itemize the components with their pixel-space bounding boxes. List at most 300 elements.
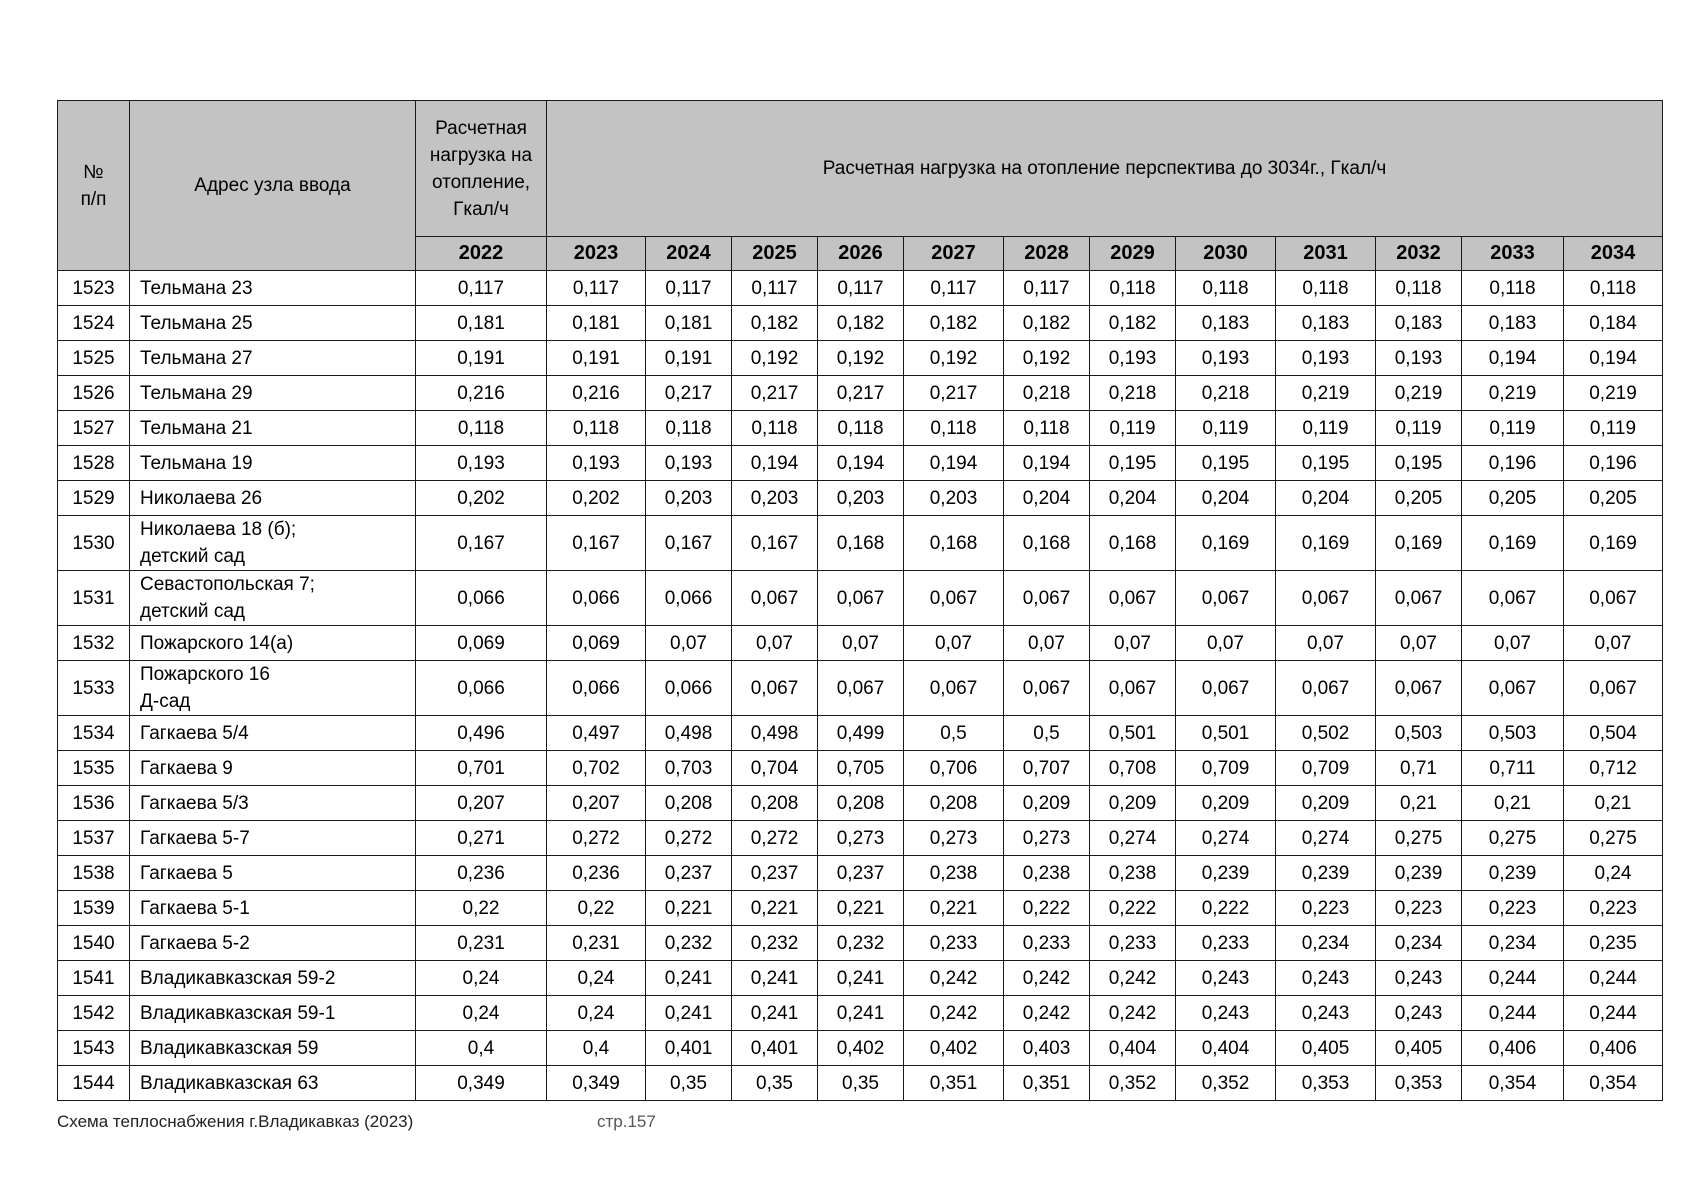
load-value: 0,169 xyxy=(1462,516,1564,571)
table-row xyxy=(58,751,1663,786)
load-value: 0,07 xyxy=(818,626,904,661)
load-value: 0,236 xyxy=(547,856,646,891)
load-value: 0,243 xyxy=(1376,961,1462,996)
load-value: 0,274 xyxy=(1090,821,1176,856)
load-value: 0,193 xyxy=(547,446,646,481)
load-value: 0,405 xyxy=(1276,1031,1376,1066)
load-value: 0,238 xyxy=(904,856,1004,891)
load-value: 0,237 xyxy=(732,856,818,891)
load-value: 0,193 xyxy=(1376,341,1462,376)
header-year: 2024 xyxy=(646,237,732,271)
load-value: 0,119 xyxy=(1090,411,1176,446)
load-value: 0,118 xyxy=(818,411,904,446)
load-value: 0,168 xyxy=(1004,516,1090,571)
table-row xyxy=(58,716,1663,751)
load-value: 0,234 xyxy=(1462,926,1564,961)
load-value: 0,183 xyxy=(1176,306,1276,341)
load-value: 0,195 xyxy=(1276,446,1376,481)
load-value: 0,067 xyxy=(1176,661,1276,716)
load-value: 0,353 xyxy=(1276,1066,1376,1101)
table-header xyxy=(58,101,1663,271)
load-value: 0,4 xyxy=(547,1031,646,1066)
load-value: 0,274 xyxy=(1176,821,1276,856)
load-value: 0,067 xyxy=(732,661,818,716)
table-row xyxy=(58,821,1663,856)
load-value: 0,066 xyxy=(547,571,646,626)
load-value: 0,501 xyxy=(1090,716,1176,751)
load-value: 0,118 xyxy=(1564,271,1663,306)
load-value: 0,193 xyxy=(1276,341,1376,376)
load-value: 0,194 xyxy=(904,446,1004,481)
load-value: 0,067 xyxy=(1176,571,1276,626)
load-value: 0,067 xyxy=(818,661,904,716)
load-value: 0,07 xyxy=(1276,626,1376,661)
load-value: 0,182 xyxy=(732,306,818,341)
load-value: 0,711 xyxy=(1462,751,1564,786)
load-value: 0,502 xyxy=(1276,716,1376,751)
load-value: 0,21 xyxy=(1462,786,1564,821)
load-value: 0,205 xyxy=(1564,481,1663,516)
row-address: Гагкаева 5/4 xyxy=(130,716,416,751)
load-value: 0,5 xyxy=(904,716,1004,751)
load-value: 0,221 xyxy=(646,891,732,926)
load-value: 0,117 xyxy=(1004,271,1090,306)
table-row xyxy=(58,856,1663,891)
load-value: 0,401 xyxy=(732,1031,818,1066)
row-address: Тельмана 21 xyxy=(130,411,416,446)
load-value: 0,22 xyxy=(547,891,646,926)
load-value: 0,219 xyxy=(1462,376,1564,411)
header-year: 2031 xyxy=(1276,237,1376,271)
load-value: 0,243 xyxy=(1376,996,1462,1031)
load-value: 0,701 xyxy=(416,751,547,786)
header-forecast: Расчетная нагрузка на отопление перспектива до 3034г., Гкал/ч xyxy=(547,101,1663,237)
row-number: 1538 xyxy=(58,856,130,891)
load-value: 0,22 xyxy=(416,891,547,926)
load-value: 0,192 xyxy=(732,341,818,376)
load-value: 0,118 xyxy=(547,411,646,446)
row-address: Тельмана 27 xyxy=(130,341,416,376)
load-value: 0,168 xyxy=(818,516,904,571)
load-value: 0,067 xyxy=(904,661,1004,716)
load-value: 0,709 xyxy=(1176,751,1276,786)
load-value: 0,706 xyxy=(904,751,1004,786)
load-value: 0,707 xyxy=(1004,751,1090,786)
load-value: 0,209 xyxy=(1176,786,1276,821)
row-address: Николаева 26 xyxy=(130,481,416,516)
load-value: 0,24 xyxy=(547,996,646,1031)
row-address: Николаева 18 (б); детский сад xyxy=(130,516,416,571)
load-value: 0,712 xyxy=(1564,751,1663,786)
load-value: 0,169 xyxy=(1376,516,1462,571)
load-value: 0,207 xyxy=(416,786,547,821)
load-value: 0,497 xyxy=(547,716,646,751)
load-value: 0,231 xyxy=(547,926,646,961)
load-value: 0,208 xyxy=(732,786,818,821)
load-value: 0,352 xyxy=(1090,1066,1176,1101)
load-value: 0,117 xyxy=(547,271,646,306)
row-number: 1529 xyxy=(58,481,130,516)
load-value: 0,202 xyxy=(416,481,547,516)
load-value: 0,181 xyxy=(416,306,547,341)
load-value: 0,499 xyxy=(818,716,904,751)
load-value: 0,169 xyxy=(1276,516,1376,571)
load-value: 0,118 xyxy=(1176,271,1276,306)
load-value: 0,21 xyxy=(1564,786,1663,821)
load-value: 0,203 xyxy=(904,481,1004,516)
load-value: 0,404 xyxy=(1176,1031,1276,1066)
row-address: Гагкаева 5-2 xyxy=(130,926,416,961)
load-value: 0,275 xyxy=(1376,821,1462,856)
load-value: 0,504 xyxy=(1564,716,1663,751)
load-value: 0,406 xyxy=(1462,1031,1564,1066)
load-value: 0,192 xyxy=(904,341,1004,376)
load-value: 0,069 xyxy=(547,626,646,661)
row-address: Владикавказская 59-1 xyxy=(130,996,416,1031)
load-value: 0,067 xyxy=(1564,661,1663,716)
load-value: 0,703 xyxy=(646,751,732,786)
load-value: 0,07 xyxy=(1462,626,1564,661)
load-value: 0,203 xyxy=(732,481,818,516)
table-row xyxy=(58,1066,1663,1101)
load-value: 0,167 xyxy=(416,516,547,571)
load-value: 0,118 xyxy=(1004,411,1090,446)
load-value: 0,203 xyxy=(646,481,732,516)
load-value: 0,231 xyxy=(416,926,547,961)
header-year: 2028 xyxy=(1004,237,1090,271)
load-value: 0,234 xyxy=(1276,926,1376,961)
load-value: 0,194 xyxy=(818,446,904,481)
header-base-load: Расчетная нагрузка на отопление, Гкал/ч xyxy=(416,101,547,237)
row-number: 1523 xyxy=(58,271,130,306)
load-value: 0,183 xyxy=(1376,306,1462,341)
load-value: 0,118 xyxy=(904,411,1004,446)
load-value: 0,204 xyxy=(1004,481,1090,516)
load-value: 0,242 xyxy=(1090,961,1176,996)
load-value: 0,498 xyxy=(646,716,732,751)
load-value: 0,181 xyxy=(646,306,732,341)
load-value: 0,067 xyxy=(1004,661,1090,716)
load-value: 0,218 xyxy=(1090,376,1176,411)
load-value: 0,066 xyxy=(547,661,646,716)
load-value: 0,232 xyxy=(818,926,904,961)
table-row xyxy=(58,626,1663,661)
load-value: 0,274 xyxy=(1276,821,1376,856)
load-value: 0,067 xyxy=(1090,571,1176,626)
load-value: 0,194 xyxy=(732,446,818,481)
load-value: 0,222 xyxy=(1004,891,1090,926)
header-year: 2032 xyxy=(1376,237,1462,271)
load-value: 0,194 xyxy=(1564,341,1663,376)
row-address: Тельмана 19 xyxy=(130,446,416,481)
load-value: 0,354 xyxy=(1462,1066,1564,1101)
load-value: 0,169 xyxy=(1176,516,1276,571)
load-value: 0,219 xyxy=(1564,376,1663,411)
load-value: 0,216 xyxy=(416,376,547,411)
header-year: 2026 xyxy=(818,237,904,271)
header-num: № п/п xyxy=(58,101,130,271)
load-value: 0,181 xyxy=(547,306,646,341)
load-value: 0,218 xyxy=(1004,376,1090,411)
table-row xyxy=(58,1031,1663,1066)
load-value: 0,118 xyxy=(646,411,732,446)
load-value: 0,242 xyxy=(1004,996,1090,1031)
table-row xyxy=(58,446,1663,481)
load-value: 0,217 xyxy=(732,376,818,411)
load-value: 0,07 xyxy=(1376,626,1462,661)
table-row xyxy=(58,996,1663,1031)
load-value: 0,496 xyxy=(416,716,547,751)
load-value: 0,209 xyxy=(1004,786,1090,821)
load-value: 0,069 xyxy=(416,626,547,661)
load-value: 0,242 xyxy=(904,996,1004,1031)
load-value: 0,217 xyxy=(646,376,732,411)
load-value: 0,204 xyxy=(1276,481,1376,516)
load-value: 0,244 xyxy=(1564,996,1663,1031)
load-value: 0,403 xyxy=(1004,1031,1090,1066)
table-row xyxy=(58,411,1663,446)
load-value: 0,117 xyxy=(732,271,818,306)
load-value: 0,222 xyxy=(1090,891,1176,926)
header-year: 2022 xyxy=(416,237,547,271)
load-value: 0,182 xyxy=(1090,306,1176,341)
heat-load-table xyxy=(57,100,1663,1101)
load-value: 0,402 xyxy=(818,1031,904,1066)
load-value: 0,243 xyxy=(1276,961,1376,996)
load-value: 0,71 xyxy=(1376,751,1462,786)
load-value: 0,167 xyxy=(646,516,732,571)
load-value: 0,352 xyxy=(1176,1066,1276,1101)
load-value: 0,193 xyxy=(1176,341,1276,376)
load-value: 0,503 xyxy=(1462,716,1564,751)
load-value: 0,272 xyxy=(547,821,646,856)
load-value: 0,067 xyxy=(1376,571,1462,626)
load-value: 0,222 xyxy=(1176,891,1276,926)
load-value: 0,241 xyxy=(732,961,818,996)
load-value: 0,119 xyxy=(1564,411,1663,446)
load-value: 0,272 xyxy=(646,821,732,856)
load-value: 0,242 xyxy=(904,961,1004,996)
load-value: 0,402 xyxy=(904,1031,1004,1066)
row-number: 1525 xyxy=(58,341,130,376)
load-value: 0,223 xyxy=(1276,891,1376,926)
load-value: 0,067 xyxy=(1276,571,1376,626)
load-value: 0,07 xyxy=(1176,626,1276,661)
load-value: 0,168 xyxy=(904,516,1004,571)
load-value: 0,067 xyxy=(1462,571,1564,626)
load-value: 0,209 xyxy=(1090,786,1176,821)
load-value: 0,07 xyxy=(732,626,818,661)
load-value: 0,35 xyxy=(646,1066,732,1101)
load-value: 0,704 xyxy=(732,751,818,786)
load-value: 0,217 xyxy=(904,376,1004,411)
load-value: 0,118 xyxy=(1276,271,1376,306)
load-value: 0,219 xyxy=(1276,376,1376,411)
load-value: 0,404 xyxy=(1090,1031,1176,1066)
load-value: 0,4 xyxy=(416,1031,547,1066)
row-number: 1534 xyxy=(58,716,130,751)
table-row xyxy=(58,961,1663,996)
load-value: 0,182 xyxy=(818,306,904,341)
load-value: 0,241 xyxy=(732,996,818,1031)
load-value: 0,193 xyxy=(416,446,547,481)
row-number: 1540 xyxy=(58,926,130,961)
load-value: 0,191 xyxy=(547,341,646,376)
load-value: 0,192 xyxy=(818,341,904,376)
load-value: 0,07 xyxy=(646,626,732,661)
load-value: 0,239 xyxy=(1276,856,1376,891)
load-value: 0,204 xyxy=(1090,481,1176,516)
header-year: 2034 xyxy=(1564,237,1663,271)
load-value: 0,24 xyxy=(416,961,547,996)
load-value: 0,705 xyxy=(818,751,904,786)
header-year: 2023 xyxy=(547,237,646,271)
load-value: 0,708 xyxy=(1090,751,1176,786)
table-row xyxy=(58,661,1663,716)
load-value: 0,119 xyxy=(1376,411,1462,446)
load-value: 0,219 xyxy=(1376,376,1462,411)
load-value: 0,167 xyxy=(732,516,818,571)
load-value: 0,235 xyxy=(1564,926,1663,961)
load-value: 0,195 xyxy=(1376,446,1462,481)
load-value: 0,275 xyxy=(1564,821,1663,856)
row-number: 1524 xyxy=(58,306,130,341)
load-value: 0,233 xyxy=(904,926,1004,961)
header-year: 2033 xyxy=(1462,237,1564,271)
load-value: 0,238 xyxy=(1004,856,1090,891)
table-row xyxy=(58,341,1663,376)
load-value: 0,232 xyxy=(732,926,818,961)
load-value: 0,354 xyxy=(1564,1066,1663,1101)
table-row xyxy=(58,571,1663,626)
load-value: 0,273 xyxy=(904,821,1004,856)
load-value: 0,194 xyxy=(1004,446,1090,481)
row-number: 1541 xyxy=(58,961,130,996)
row-number: 1536 xyxy=(58,786,130,821)
load-value: 0,275 xyxy=(1462,821,1564,856)
load-value: 0,118 xyxy=(1090,271,1176,306)
row-address: Гагкаева 9 xyxy=(130,751,416,786)
load-value: 0,243 xyxy=(1176,961,1276,996)
load-value: 0,208 xyxy=(904,786,1004,821)
row-number: 1532 xyxy=(58,626,130,661)
load-value: 0,117 xyxy=(818,271,904,306)
load-value: 0,243 xyxy=(1276,996,1376,1031)
load-value: 0,21 xyxy=(1376,786,1462,821)
row-number: 1537 xyxy=(58,821,130,856)
footer-doc-title: Схема теплоснабжения г.Владикавказ (2023) xyxy=(57,1112,414,1131)
load-value: 0,067 xyxy=(1462,661,1564,716)
header-year: 2030 xyxy=(1176,237,1276,271)
load-value: 0,241 xyxy=(818,996,904,1031)
row-number: 1539 xyxy=(58,891,130,926)
table-row xyxy=(58,376,1663,411)
load-value: 0,5 xyxy=(1004,716,1090,751)
load-value: 0,202 xyxy=(547,481,646,516)
load-value: 0,244 xyxy=(1462,961,1564,996)
load-value: 0,234 xyxy=(1376,926,1462,961)
load-value: 0,07 xyxy=(904,626,1004,661)
load-value: 0,272 xyxy=(732,821,818,856)
load-value: 0,233 xyxy=(1090,926,1176,961)
load-value: 0,349 xyxy=(416,1066,547,1101)
load-value: 0,118 xyxy=(416,411,547,446)
table-row xyxy=(58,926,1663,961)
load-value: 0,195 xyxy=(1090,446,1176,481)
load-value: 0,241 xyxy=(818,961,904,996)
row-number: 1542 xyxy=(58,996,130,1031)
load-value: 0,221 xyxy=(818,891,904,926)
load-value: 0,217 xyxy=(818,376,904,411)
load-value: 0,067 xyxy=(904,571,1004,626)
load-value: 0,066 xyxy=(416,661,547,716)
load-value: 0,183 xyxy=(1462,306,1564,341)
row-number: 1531 xyxy=(58,571,130,626)
row-number: 1527 xyxy=(58,411,130,446)
load-value: 0,351 xyxy=(904,1066,1004,1101)
load-value: 0,169 xyxy=(1564,516,1663,571)
table-row xyxy=(58,271,1663,306)
load-value: 0,223 xyxy=(1376,891,1462,926)
row-address: Тельмана 25 xyxy=(130,306,416,341)
load-value: 0,239 xyxy=(1176,856,1276,891)
row-number: 1535 xyxy=(58,751,130,786)
row-address: Пожарского 16 Д-сад xyxy=(130,661,416,716)
load-value: 0,118 xyxy=(732,411,818,446)
load-value: 0,401 xyxy=(646,1031,732,1066)
load-value: 0,232 xyxy=(646,926,732,961)
load-value: 0,066 xyxy=(646,661,732,716)
load-value: 0,07 xyxy=(1004,626,1090,661)
load-value: 0,242 xyxy=(1090,996,1176,1031)
load-value: 0,117 xyxy=(646,271,732,306)
load-value: 0,216 xyxy=(547,376,646,411)
load-value: 0,182 xyxy=(1004,306,1090,341)
load-value: 0,236 xyxy=(416,856,547,891)
load-value: 0,498 xyxy=(732,716,818,751)
load-value: 0,233 xyxy=(1004,926,1090,961)
load-value: 0,709 xyxy=(1276,751,1376,786)
load-value: 0,221 xyxy=(732,891,818,926)
row-address: Тельмана 29 xyxy=(130,376,416,411)
load-value: 0,067 xyxy=(1276,661,1376,716)
row-number: 1543 xyxy=(58,1031,130,1066)
load-value: 0,501 xyxy=(1176,716,1276,751)
load-value: 0,237 xyxy=(818,856,904,891)
row-number: 1528 xyxy=(58,446,130,481)
load-value: 0,07 xyxy=(1564,626,1663,661)
load-value: 0,24 xyxy=(416,996,547,1031)
load-value: 0,067 xyxy=(818,571,904,626)
load-value: 0,244 xyxy=(1564,961,1663,996)
row-address: Пожарского 14(а) xyxy=(130,626,416,661)
load-value: 0,242 xyxy=(1004,961,1090,996)
load-value: 0,193 xyxy=(1090,341,1176,376)
load-value: 0,067 xyxy=(1090,661,1176,716)
load-value: 0,24 xyxy=(1564,856,1663,891)
load-value: 0,191 xyxy=(416,341,547,376)
load-value: 0,239 xyxy=(1462,856,1564,891)
load-value: 0,208 xyxy=(646,786,732,821)
load-value: 0,191 xyxy=(646,341,732,376)
load-value: 0,067 xyxy=(1004,571,1090,626)
load-value: 0,273 xyxy=(818,821,904,856)
load-value: 0,203 xyxy=(818,481,904,516)
load-value: 0,196 xyxy=(1564,446,1663,481)
load-value: 0,168 xyxy=(1090,516,1176,571)
load-value: 0,195 xyxy=(1176,446,1276,481)
header-year: 2029 xyxy=(1090,237,1176,271)
